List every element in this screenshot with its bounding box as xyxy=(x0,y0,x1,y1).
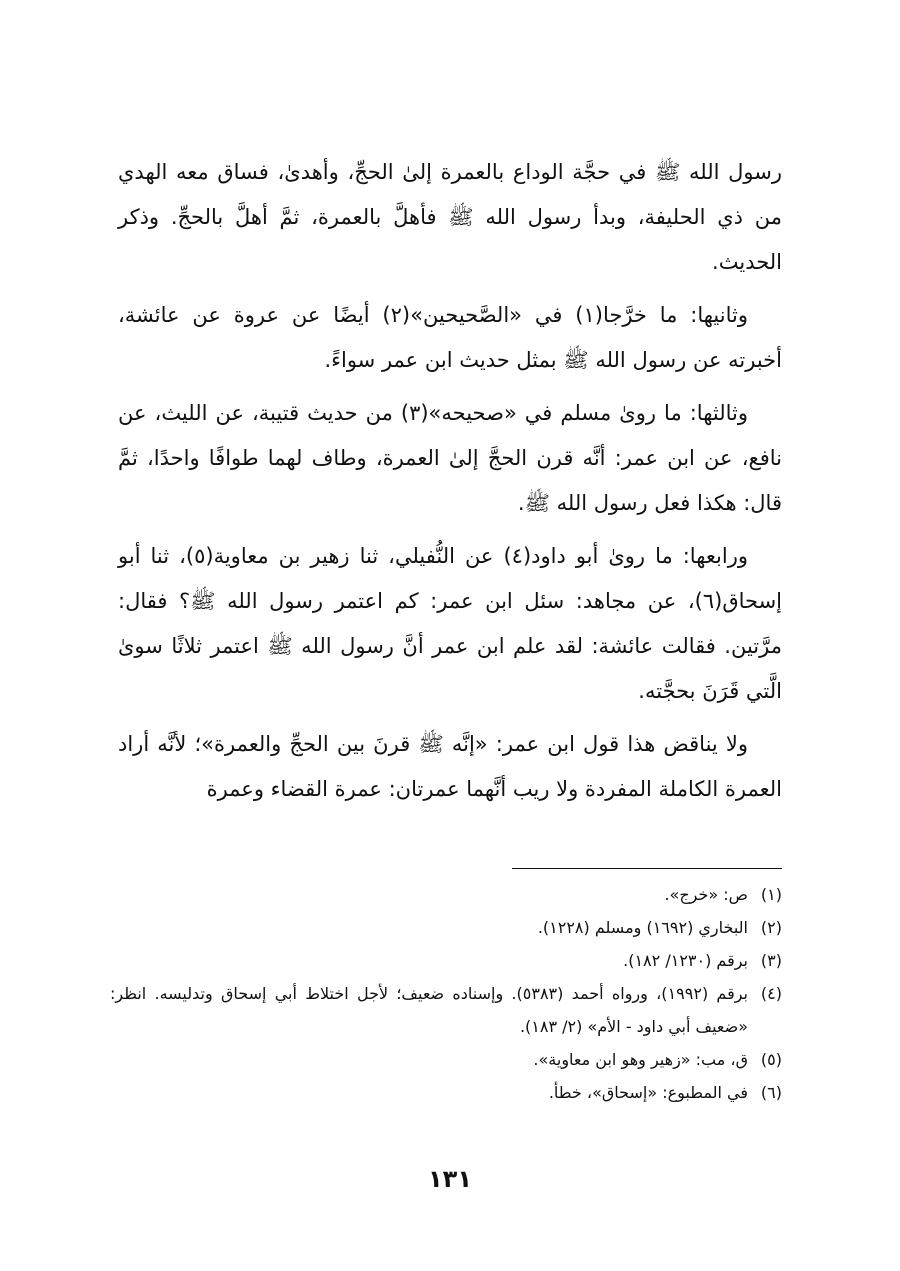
paragraph-4: ورابعها: ما روىٰ أبو داود(٤) عن النُّفيلي، ثنا زهير بن معاوية(٥)، ثنا أبو إسحاق(٦)، عن مجاهد: سئل ابن عمر: كم اعتمر رسول الله ﷺ؟ فقال: مرَّتين. فقالت عائشة: لقد علم ابن عمر أنَّ رسول الله ﷺ اعتمر ثلاثًا سوىٰ الَّتي قَرَنَ بحجَّته. xyxy=(118,544,782,703)
footnotes xyxy=(110,878,782,1109)
footnote-number: (٦) xyxy=(760,1083,782,1102)
footnote-2 xyxy=(110,911,782,944)
footnote-1 xyxy=(110,878,782,911)
page-number: ١٣١ xyxy=(428,1165,472,1193)
paragraph-2: وثانيها: ما خرَّجا(١) في «الصَّحيحين»(٢) أيضًا عن عروة عن عائشة، أخبرته عن رسول الله ﷺ بمثل حديث ابن عمر سواءً. xyxy=(118,303,782,372)
footnote-4 xyxy=(110,977,782,1043)
paragraph-5: ولا يناقض هذا قول ابن عمر: «إنَّه ﷺ قرنَ بين الحجِّ والعمرة»؛ لأنَّه أراد العمرة الكاملة المفردة ولا ريب أنَّهما عمرتان: عمرة القضاء وعمرة xyxy=(118,732,782,801)
footnote-number: (٣) xyxy=(760,951,782,970)
footnote-divider xyxy=(512,868,782,869)
footnote-text: ص: «خرج». xyxy=(664,885,748,904)
footnote-number: (٢) xyxy=(760,918,782,937)
footnote-number: (٤) xyxy=(760,984,782,1003)
footnote-text: برقم (١٢٣٠/ ١٨٢). xyxy=(623,951,748,970)
footnote-5 xyxy=(110,1043,782,1076)
main-text xyxy=(118,150,782,820)
footnote-text: ق، مب: «زهير وهو ابن معاوية». xyxy=(533,1050,748,1069)
footnote-3 xyxy=(110,944,782,977)
footnote-number: (٥) xyxy=(760,1050,782,1069)
footnote-text: البخاري (١٦٩٢) ومسلم (١٢٢٨). xyxy=(537,918,748,937)
footnote-text: برقم (١٩٩٢)، ورواه أحمد (٥٣٨٣). وإسناده ضعيف؛ لأجل اختلاط أبي إسحاق وتدليسه. انظر: «ضعيف أبي داود - الأم» (٢/ ١٨٣). xyxy=(110,984,749,1036)
footnote-6 xyxy=(110,1076,782,1109)
paragraph-1: رسول الله ﷺ في حجَّة الوداع بالعمرة إلىٰ الحجِّ، وأهدىٰ، فساق معه الهدي من ذي الحليفة، وبدأ رسول الله ﷺ فأهلَّ بالعمرة، ثمَّ أهلَّ بالحجِّ. وذكر الحديث. xyxy=(118,160,782,274)
paragraph-3: وثالثها: ما روىٰ مسلم في «صحيحه»(٣) من حديث قتيبة، عن الليث، عن نافع، عن ابن عمر: أنَّه قرن الحجَّ إلىٰ العمرة، وطاف لهما طوافًا واحدًا، ثمَّ قال: هكذا فعل رسول الله ﷺ. xyxy=(118,401,782,515)
footnote-number: (١) xyxy=(760,885,782,904)
footnote-text: في المطبوع: «إسحاق»، خطأ. xyxy=(548,1083,748,1102)
